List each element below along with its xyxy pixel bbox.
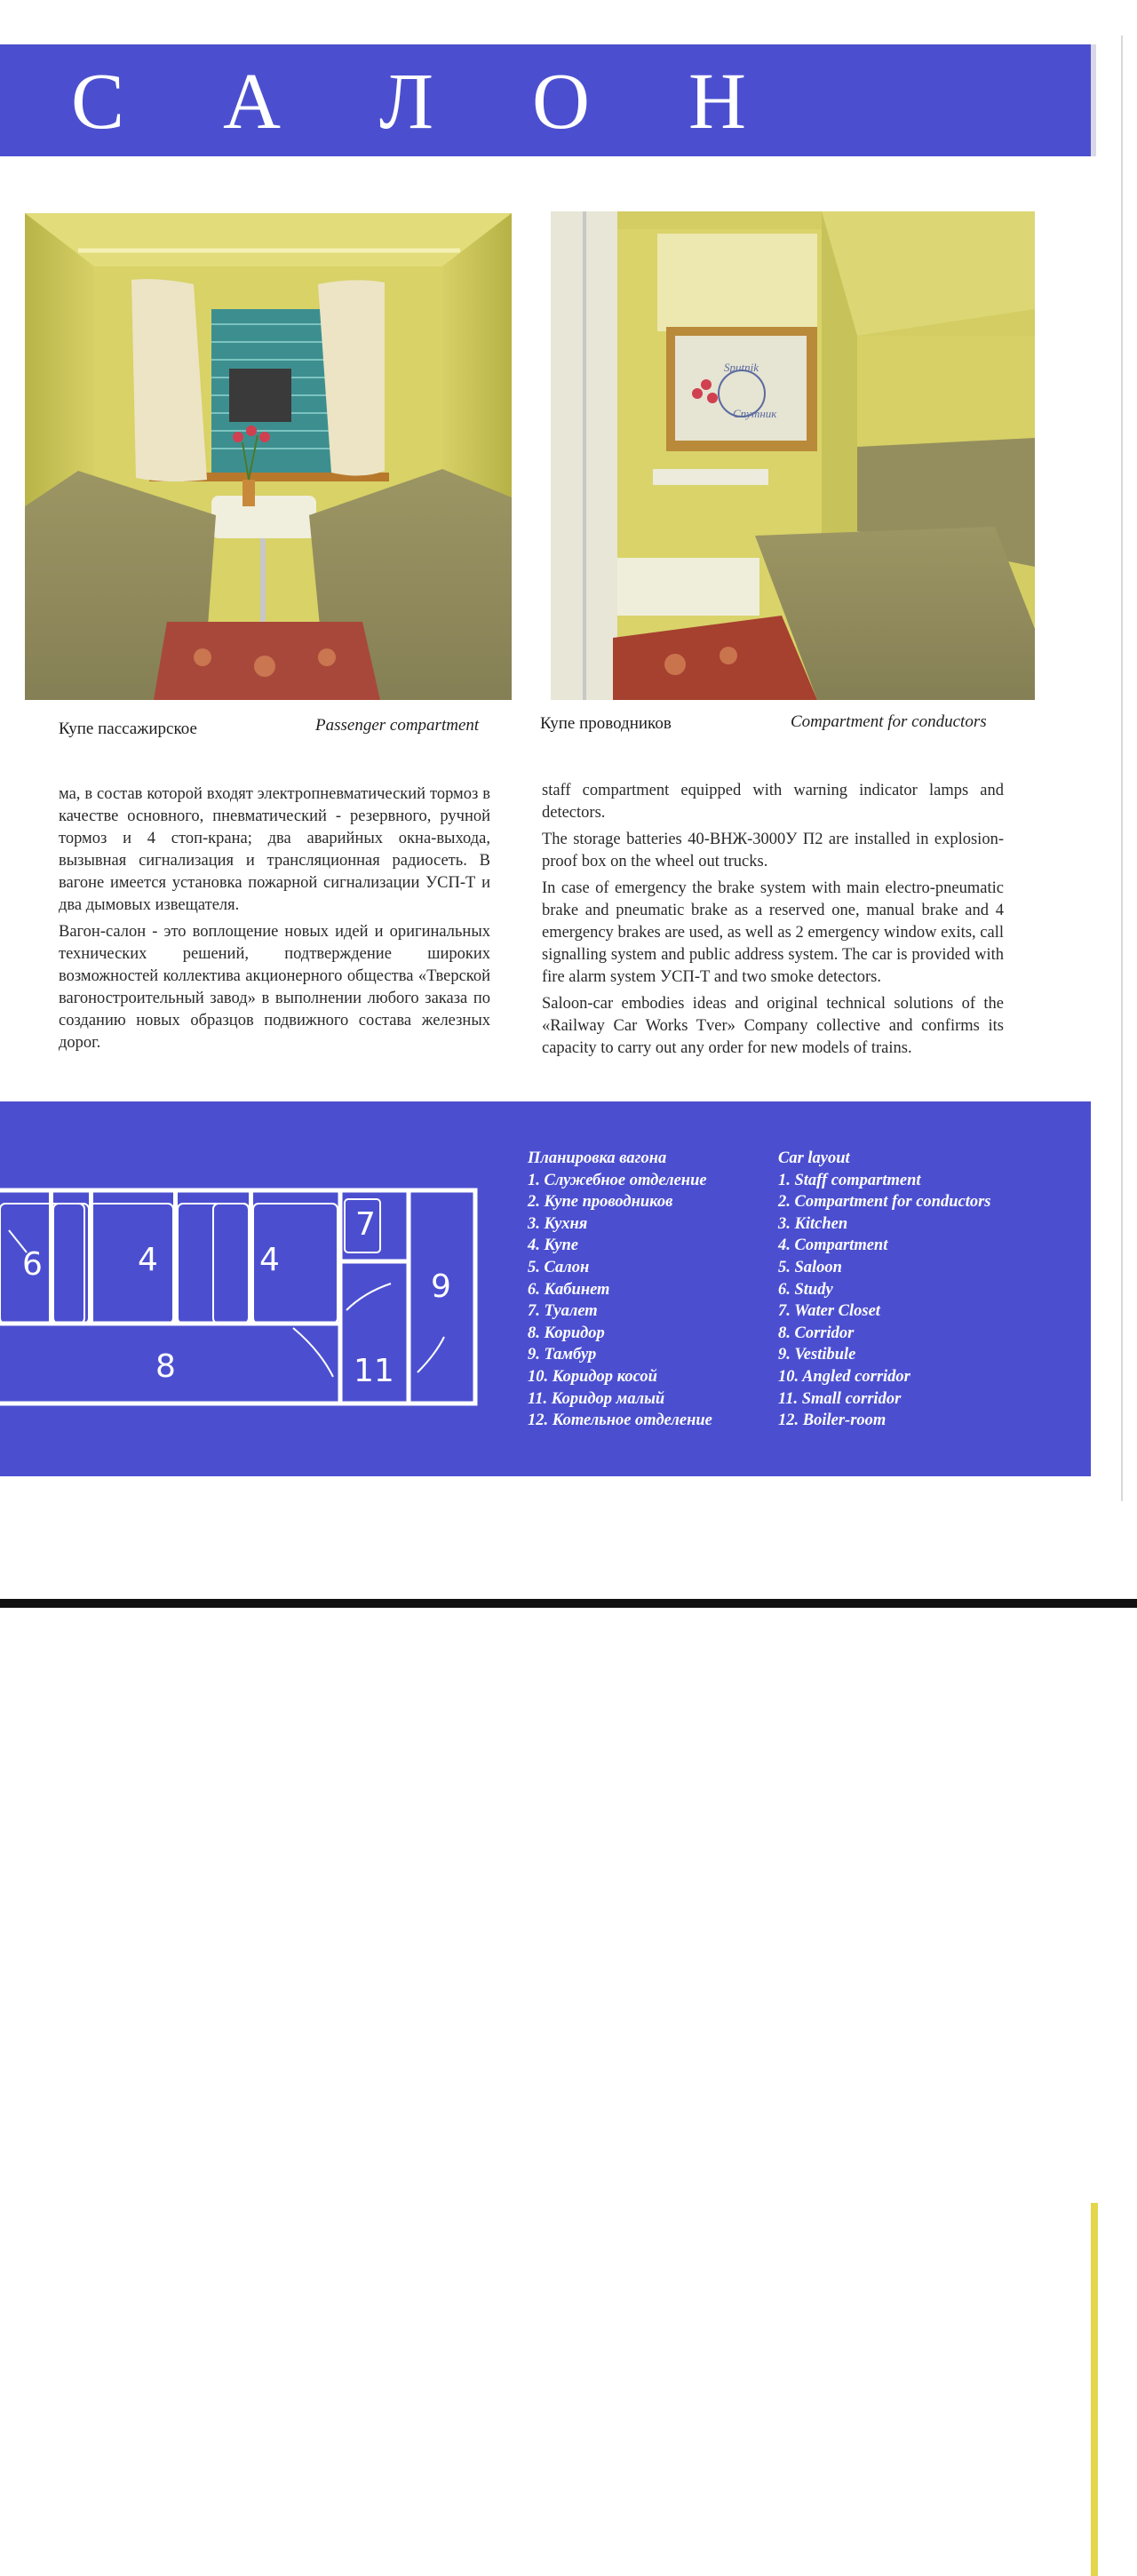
legend-item: 9. Тамбур — [528, 1346, 597, 1364]
legend-item: 3. Кухня — [528, 1214, 588, 1233]
body-paragraph: The storage batteries 40-ВНЖ-3000У П2 are installed in explosion-proof box on the wheel out trucks. — [542, 831, 1004, 871]
legend-item: 4. Купе — [528, 1236, 578, 1255]
legend-item: 2. Купе проводников — [528, 1193, 673, 1212]
plan-label: 9 — [431, 1268, 451, 1305]
title-letter: Н — [688, 58, 746, 146]
page-title — [71, 53, 746, 151]
legend-item: 10. Коридор косой — [528, 1367, 657, 1386]
caption-passenger-en: Passenger compartment — [315, 716, 480, 735]
plan-label: 6 — [22, 1246, 43, 1283]
caption-conductors-ru: Купе проводников — [540, 714, 672, 733]
body-paragraph: Saloon-car embodies ideas and original technical solutions of the «Railway Car Works Tver» Company collective and confirms its capacity to carry out any order for new models of trains. — [542, 995, 1004, 1057]
header-band-edge — [1091, 44, 1096, 156]
legend-item: 11. Коридор малый — [528, 1389, 665, 1408]
caption-passenger-ru: Купе пассажирское — [59, 720, 197, 738]
legend-item: 7. Туалет — [528, 1302, 598, 1321]
page-edge — [0, 1599, 1137, 1608]
plan-label: 7 — [355, 1206, 376, 1243]
legend-item: 3. Kitchen — [778, 1214, 848, 1233]
sign-text-cyrillic: Спутник — [733, 407, 777, 420]
legend-item: 12. Котельное отделение — [528, 1411, 712, 1430]
legend-item: 8. Коридор — [528, 1324, 605, 1342]
body-text-ru — [59, 783, 490, 1059]
legend-item: 8. Corridor — [778, 1324, 855, 1342]
title-letter: Л — [378, 58, 434, 146]
plan-label: 11 — [354, 1353, 394, 1389]
conductors-compartment-photo — [551, 211, 1035, 700]
page-edge — [1121, 36, 1123, 1501]
legend-item: 5. Салон — [528, 1258, 590, 1276]
legend-item: 1. Staff compartment — [778, 1171, 921, 1189]
legend-title: Планировка вагона — [528, 1149, 667, 1167]
legend-item: 6. Кабинет — [528, 1280, 610, 1299]
legend-item: 10. Angled corridor — [778, 1367, 910, 1386]
plan-label: 4 — [138, 1242, 158, 1278]
legend-item: 11. Small corridor — [778, 1389, 902, 1408]
legend-item: 5. Saloon — [778, 1258, 842, 1276]
plan-label: 8 — [155, 1348, 176, 1385]
body-paragraph: staff compartment equipped with warning indicator lamps and detectors. — [542, 782, 1004, 822]
title-letter: А — [223, 58, 281, 146]
caption-conductors-en: Compartment for conductors — [791, 712, 987, 731]
body-text-en — [542, 780, 1004, 1064]
title-letter: О — [531, 58, 590, 146]
body-paragraph: ма, в состав которой входят электропневматический тормоз в качестве основного, пневматический - резервного, ручной тормоз и 4 стоп-крана; два аварийных окна-выхода, вызывная сигнализация и трансляционная радиосеть. В вагоне имеется установка пожарной сигнализации УСП-Т и два дымовых извещателя. — [59, 785, 490, 914]
legend-item: 2. Compartment for conductors — [778, 1193, 991, 1212]
title-letter: С — [71, 58, 125, 146]
body-paragraph: Вагон-салон - это воплощение новых идей и оригинальных технических решений, подтверждение широких возможностей коллектива акционерного общества «Тверской вагоностроительный завод» в выполнении любого заказа по созданию новых образцов подвижного состава железных дорог. — [59, 923, 490, 1052]
body-paragraph: In case of emergency the brake system with main electro-pneumatic brake and pneumatic brake as a reserved one, manual brake and 4 emergency brakes are used, as well as 2 emergency window exits, call signalling system and public address system. The car is provided with fire alarm system УСП-Т and two smoke detectors. — [542, 879, 1004, 986]
legend-item: 1. Служебное отделение — [528, 1171, 707, 1189]
plan-label: 4 — [259, 1242, 280, 1278]
legend-item: 7. Water Closet — [778, 1302, 880, 1321]
legend-item: 12. Boiler-room — [778, 1411, 887, 1430]
passenger-compartment-photo — [25, 213, 512, 700]
legend-title: Car layout — [778, 1149, 850, 1167]
sign-text-latin: Sputnik — [724, 361, 759, 374]
legend-ru — [528, 1148, 776, 1432]
car-floor-plan — [0, 1186, 484, 1408]
legend-item: 4. Compartment — [778, 1236, 888, 1255]
band-accent-edge — [1091, 2203, 1098, 2576]
legend-item: 9. Vestibule — [778, 1346, 856, 1364]
legend-en — [778, 1148, 1045, 1432]
legend-item: 6. Study — [778, 1280, 833, 1299]
